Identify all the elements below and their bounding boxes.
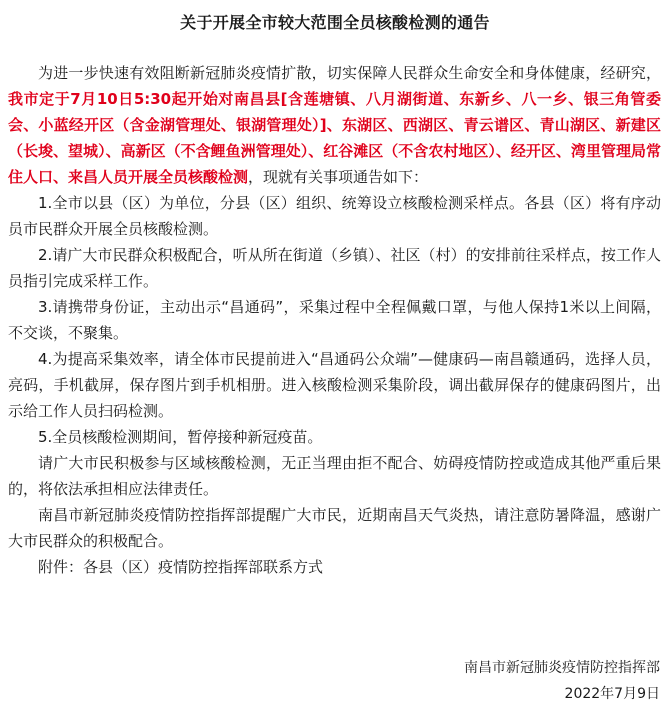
item-4: 4.为提高采集效率，请全体市民提前进入“昌通码公众端”—健康码—南昌赣通码，选择人员，亮码，手机截屏，保存图片到手机相册。进入核酸检测采集阶段，调出截屏保存的健康码图片，出示给工作人员扫码检测。 [8, 350, 661, 420]
notice-title: 关于开展全市较大范围全员核酸检测的通告 [180, 13, 490, 32]
item-1: 1.全市以县（区）为单位，分县（区）组织、统筹设立核酸检测采样点。各县（区）将有序动员市民群众开展全员核酸检测。 [8, 194, 661, 238]
intro-text-end: ，现就有关事项通告如下： [248, 168, 429, 186]
issue-date: 2022年7月9日 [564, 686, 660, 702]
issuer-name: 南昌市新冠肺炎疫情防控指挥部 [464, 660, 660, 676]
attachment-line: 附件：各县（区）疫情防控指挥部联系方式 [38, 558, 324, 576]
item-2: 2.请广大市民群众积极配合，听从所在街道（乡镇）、社区（村）的安排前往采样点，按工作人员指引完成采样工作。 [8, 246, 661, 290]
warning-paragraph: 请广大市民积极参与区域核酸检测，无正当理由拒不配合、妨碍疫情防控或造成其他严重后果的，将依法承担相应法律责任。 [8, 454, 661, 498]
notice-body [8, 60, 661, 580]
item-3: 3.请携带身份证，主动出示“昌通码”，采集过程中全程佩戴口罩，与他人保持1米以上间隔，不交谈，不聚集。 [8, 298, 661, 342]
highlight-text: 我市定于7月10日5:30起开始对南昌县[含莲塘镇、八月湖街道、东新乡、八一乡、银三角管委会、小蓝经开区（含金湖管理处、银湖管理处）]、东湖区、西湖区、青云谱区、青山湖区、新建区（长埈、望城）、高新区（不含鲤鱼洲管理处）、红谷滩区（不含农村地区）、经开区、湾里管理局常住人口、来昌人员开展全员核酸检测 [8, 90, 661, 186]
reminder-paragraph: 南昌市新冠肺炎疫情防控指挥部提醒广大市民，近期南昌天气炎热，请注意防暑降温，感谢广大市民群众的积极配合。 [8, 506, 661, 550]
intro-text: 为进一步快速有效阻断新冠肺炎疫情扩散，切实保障人民群众生命安全和身体健康，经研究， [38, 64, 661, 82]
item-5: 5.全员核酸检测期间，暂停接种新冠疫苗。 [38, 428, 323, 446]
intro-paragraph [8, 60, 661, 190]
